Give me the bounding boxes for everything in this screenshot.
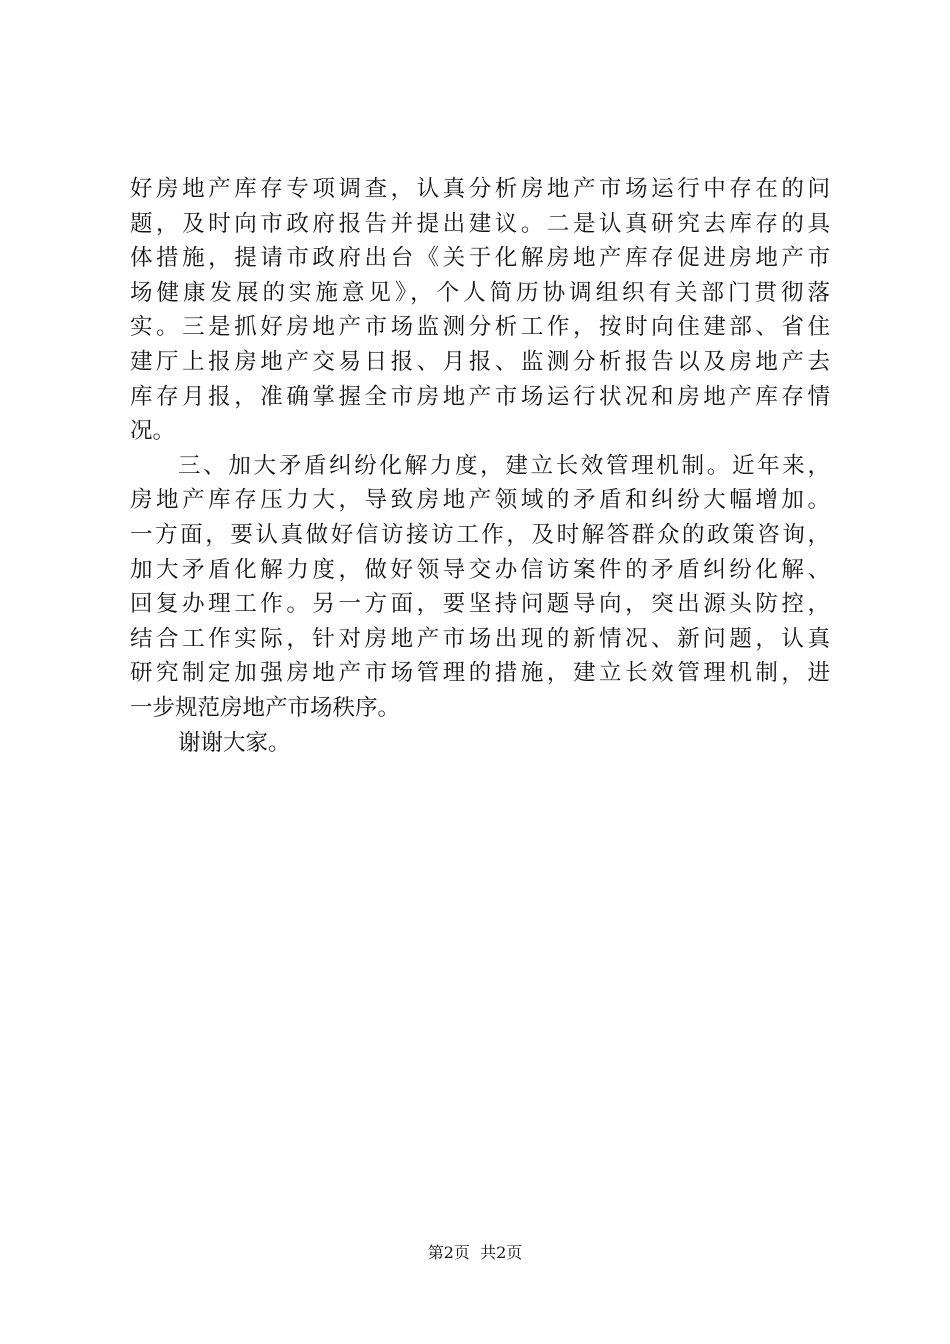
text-line: 结合工作实际，针对房地产市场出现的新情况、新问题，认真 <box>130 625 830 652</box>
text-line: 研究制定加强房地产市场管理的措施，建立长效管理机制，进 <box>130 660 830 687</box>
document-body <box>130 172 830 760</box>
text-line: 加大矛盾化解力度，做好领导交办信访案件的矛盾纠纷化解、 <box>130 556 830 583</box>
text-line: 三、加大矛盾纠纷化解力度，建立长效管理机制。近年来， <box>178 452 830 479</box>
text-line: 建厅上报房地产交易日报、月报、监测分析报告以及房地产去 <box>130 348 830 375</box>
text-line: 体措施，提请市政府出台《关于化解房地产库存促进房地产市 <box>130 245 830 272</box>
text-line: 谢谢大家。 <box>178 729 291 756</box>
text-line: 好房地产库存专项调查，认真分析房地产市场运行中存在的问 <box>130 176 830 202</box>
text-line: 场健康发展的实施意见》，个人简历协调组织有关部门贯彻落 <box>130 279 830 306</box>
page-number: 第2页 共2页 <box>427 1243 523 1262</box>
page-footer <box>0 1243 950 1263</box>
text-line: 况。 <box>130 418 176 445</box>
text-line: 实。三是抓好房地产市场监测分析工作，按时向住建部、省住 <box>130 314 830 341</box>
text-line: 房地产库存压力大，导致房地产领域的矛盾和纠纷大幅增加。 <box>130 487 830 514</box>
text-line: 一步规范房地产市场秩序。 <box>130 694 401 721</box>
text-line: 回复办理工作。另一方面，要坚持问题导向，突出源头防控， <box>130 591 830 618</box>
text-line: 题，及时向市政府报告并提出建议。二是认真研究去库存的具 <box>130 210 830 237</box>
text-line: 一方面，要认真做好信访接访工作，及时解答群众的政策咨询， <box>130 521 830 548</box>
text-line: 库存月报，准确掌握全市房地产市场运行状况和房地产库存情 <box>130 383 830 410</box>
